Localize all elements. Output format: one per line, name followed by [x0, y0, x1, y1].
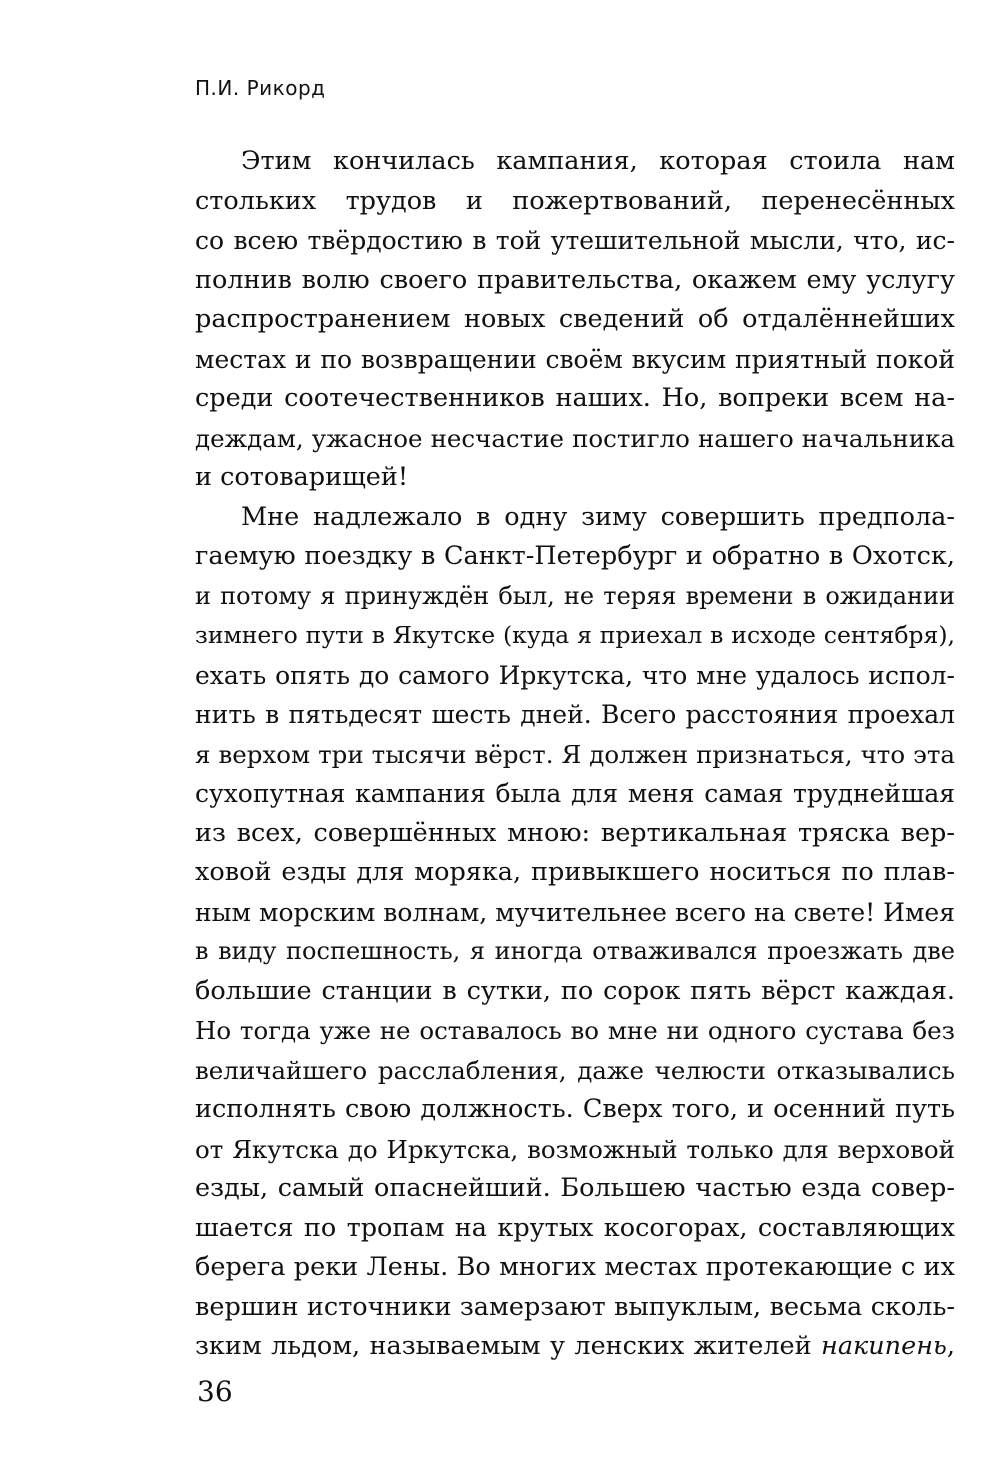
text-line: стольких трудов и пожертвований, перенесённых	[195, 185, 955, 216]
text-line: Мне надлежало в одну зиму совершить предпола-	[241, 501, 955, 532]
text-line: из всех, совершённых мною: вертикальная тряска вер-	[195, 817, 955, 848]
text-line: величайшего расслабления, даже челюсти отказывались	[195, 1055, 955, 1085]
running-head: П.И. Рикорд	[195, 76, 326, 100]
text-line: берега реки Лены. Во многих местах протекающие с их	[195, 1252, 955, 1283]
text-line: я верхом три тысячи вёрст. Я должен признаться, что эта	[195, 739, 955, 769]
text-line: Этим кончилась кампания, которая стоила нам	[241, 146, 955, 176]
text-line: ехать опять до самого Иркутска, что мне удалось испол-	[195, 660, 955, 690]
text-line: деждам, ужасное несчастие постигло нашего начальника	[195, 423, 955, 453]
text-line: и сотоварищей!	[195, 462, 409, 493]
text-line: полнив волю своего правительства, окажем ему услугу	[195, 264, 955, 295]
text-line: нить в пятьдесят шесть дней. Всего расстояния проехал	[195, 700, 955, 730]
text-line: езды, самый опаснейший. Большею частью езда совер-	[195, 1173, 955, 1204]
text-line: от Якутска до Иркутска, возможный только для верховой	[195, 1134, 955, 1164]
text-line: среди соотечественников наших. Но, вопреки всем на-	[195, 383, 955, 414]
text-line: исполнять свою должность. Сверх того, и осенний путь	[195, 1094, 955, 1125]
text-line: в виду поспешность, я иногда отваживался проезжать две	[195, 937, 955, 966]
text-line: гаемую поездку в Санкт-Петербург и обратно в Охотск,	[195, 541, 955, 572]
text-line: со всею твёрдостию в той утешительной мысли, что, ис-	[195, 226, 955, 256]
text-line: большие станции в сутки, по сорок пять вёрст каждая.	[195, 975, 955, 1006]
text-line: вершин источники замерзают выпуклым, весьма сколь-	[195, 1291, 955, 1322]
text-line: Но тогда уже не оставалось во мне ни одного сустава без	[195, 1016, 955, 1046]
text-line: зким льдом, называемым у ленских жителей накипень,	[195, 1331, 955, 1362]
text-line: шается по тропам на крутых косогорах, составляющих	[195, 1212, 955, 1243]
body-text	[195, 142, 955, 1367]
text-line: распространением новых сведений об отдалённейших	[195, 304, 955, 335]
text-line: местах и по возвращении своём вкусим приятный покой	[195, 344, 955, 374]
text-line: ным морским волнам, мучительнее всего на свете! Имея	[195, 897, 955, 927]
text-line: сухопутная кампания была для меня самая труднейшая	[195, 779, 955, 809]
page-number: 36	[197, 1375, 233, 1408]
text-line: зимнего пути в Якутске (куда я приехал в исходе сентября),	[195, 621, 955, 650]
text-line: и потому я принуждён был, не теряя времени в ожидании	[195, 581, 955, 610]
text-line: ховой езды для моряка, привыкшего носиться по плав-	[195, 857, 955, 888]
italic-term: накипень	[821, 1331, 947, 1362]
